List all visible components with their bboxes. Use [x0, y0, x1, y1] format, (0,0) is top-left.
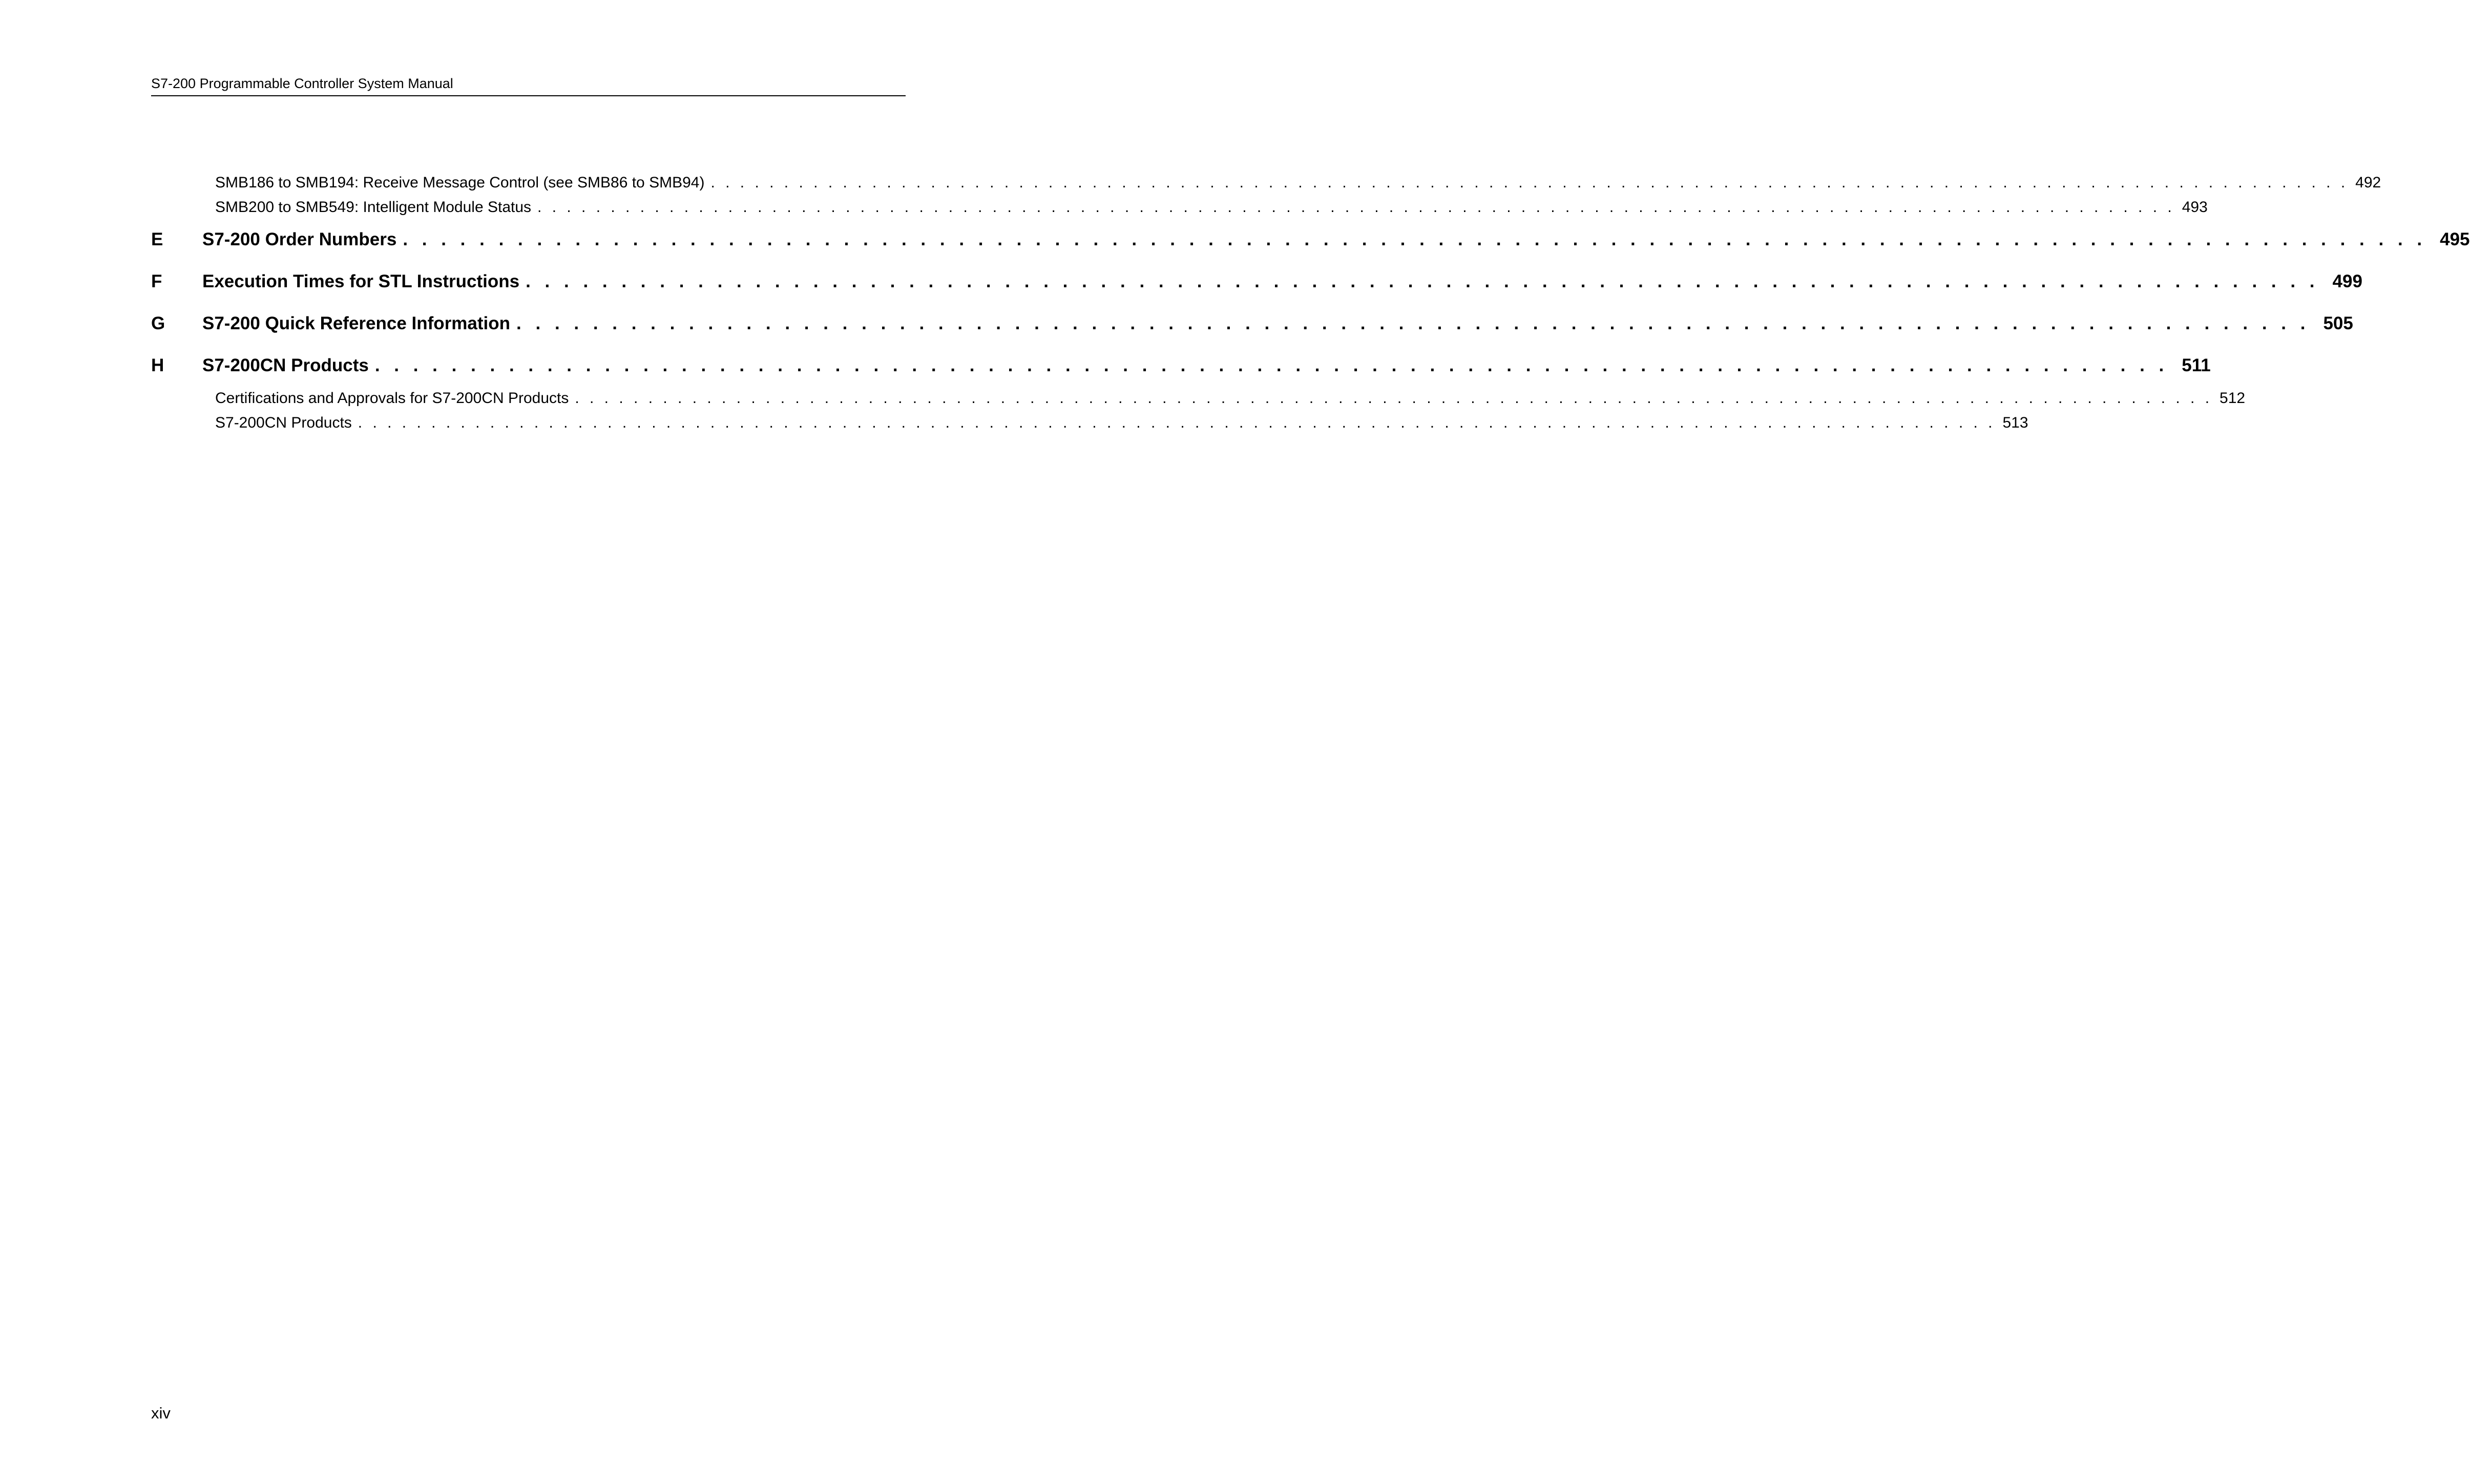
entry-title: S7-200 Order Numbers [202, 229, 397, 249]
entry-title: Certifications and Approvals for S7-200CN Products [215, 390, 569, 407]
entry-title: SMB186 to SMB194: Receive Message Control (see SMB86 to SMB94) [215, 174, 705, 191]
page-folio: xiv [151, 1404, 171, 1422]
dot-leader: . . . . . . . . . . . . . . . . . . . . . . . . . . . . . . . . . . . . . . . . . . . . . . . . . . . . . . . . . . . . . . . . . . . . . . . . . . . . . . . . . . . . . . . . . . . . . . . . . . . . . . . . . . . . . . . . [537, 199, 2175, 216]
page-number: 493 [2182, 199, 2208, 216]
running-header [151, 75, 906, 96]
dot-leader: . . . . . . . . . . . . . . . . . . . . . . . . . . . . . . . . . . . . . . . . . . . . . . . . . . . . . . . . . . . . . . . . . . . . . . . . . . . . . . . . . . . . . . . . . . . . . . . . . . . . . . . . . . [403, 229, 2427, 249]
entry-title: S7-200CN Products [202, 355, 369, 375]
dot-leader: . . . . . . . . . . . . . . . . . . . . . . . . . . . . . . . . . . . . . . . . . . . . . . . . . . . . . . . . . . . . . . . . . . . . . . . . . . . . . . . . . . . . . . . . . . . . . . [374, 355, 2169, 375]
page-number: 512 [2220, 390, 2246, 407]
dot-leader: . . . . . . . . . . . . . . . . . . . . . . . . . . . . . . . . . . . . . . . . . . . . . . . . . . . . . . . . . . . . . . . . . . . . . . . . . . . . . . . . . . . . . . . . . . . . . . . . . . . . . . . . . . . . . . . . [710, 174, 2349, 191]
entry-title: S7-200CN Products [215, 414, 352, 431]
toc-entry[interactable] [151, 312, 2353, 335]
appendix-letter: E [151, 229, 163, 249]
entry-title: S7-200 Quick Reference Information [202, 313, 511, 333]
dot-leader: . . . . . . . . . . . . . . . . . . . . . . . . . . . . . . . . . . . . . . . . . . . . . . . . . . . . . . . . . . . . . . . . . . . . . . . . . . . . . . . . . . . . . . . . . . . . . . [516, 313, 2310, 333]
page-number: 492 [2355, 174, 2381, 191]
dot-leader: . . . . . . . . . . . . . . . . . . . . . . . . . . . . . . . . . . . . . . . . . . . . . . . . . . . . . . . . . . . . . . . . . . . . . . . . . . . . . . . . . . . . . . . . . . . . . . . . . . . . . . . . . . . . . . . . [575, 390, 2213, 407]
entry-title: Execution Times for STL Instructions [202, 271, 520, 291]
toc-entry[interactable] [151, 413, 2028, 433]
page-number: 513 [2002, 414, 2028, 431]
page-number: 505 [2323, 313, 2353, 333]
appendix-letter: H [151, 355, 164, 375]
dot-leader: . . . . . . . . . . . . . . . . . . . . . . . . . . . . . . . . . . . . . . . . . . . . . . . . . . . . . . . . . . . . . . . . . . . . . . . . . . . . . . . . . . . . . . . . . . . . . . . . . . . . . . . . . . . . . . . . [358, 414, 1996, 431]
page-number: 511 [2182, 355, 2211, 375]
toc-entry[interactable] [151, 197, 2208, 218]
toc-entry[interactable] [151, 388, 2246, 409]
toc-entry[interactable] [151, 354, 2211, 377]
manual-title: S7-200 Programmable Controller System Manual [151, 76, 453, 91]
toc-entry[interactable] [151, 270, 2362, 293]
page-number: 495 [2440, 229, 2470, 249]
page-number: 499 [2332, 271, 2362, 291]
entry-title: SMB200 to SMB549: Intelligent Module Status [215, 199, 532, 216]
toc-entry[interactable] [151, 228, 2470, 251]
toc-entry[interactable] [151, 173, 2381, 193]
appendix-letter: F [151, 271, 162, 291]
appendix-letter: G [151, 313, 165, 333]
dot-leader: . . . . . . . . . . . . . . . . . . . . . . . . . . . . . . . . . . . . . . . . . . . . . . . . . . . . . . . . . . . . . . . . . . . . . . . . . . . . . . . . . . . . . . . . . . . . . . [526, 271, 2319, 291]
